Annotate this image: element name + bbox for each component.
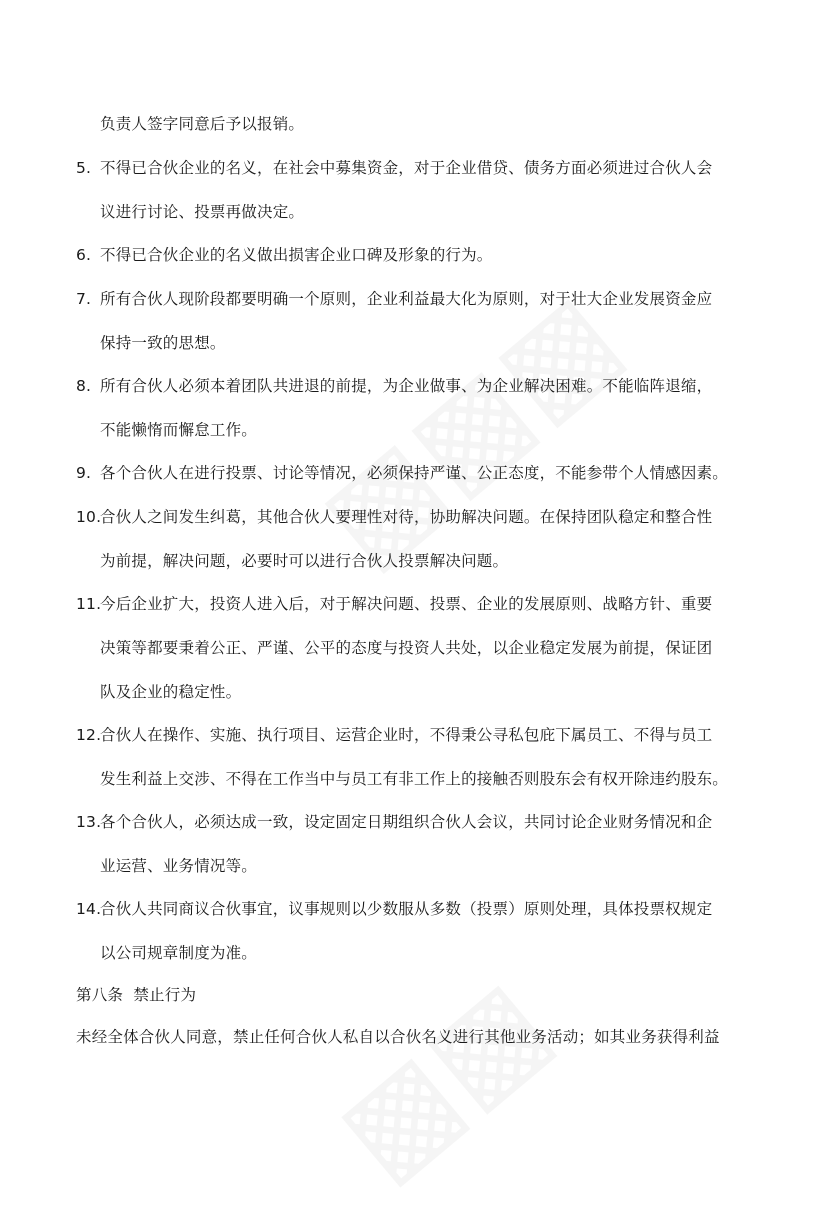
list-item-11-cont: 决策等都要秉着公正、严谨、公平的态度与投资人共处，以企业稳定发展为前提，保证团	[100, 639, 713, 657]
list-item-12	[76, 725, 712, 745]
list-item-11	[76, 594, 712, 614]
item-number: 8.	[76, 377, 92, 395]
item-text: 各个合伙人，必须达成一致，设定固定日期组织合伙人会议，共同讨论企业财务情况和企	[100, 813, 713, 831]
item-number: 13.	[76, 813, 102, 831]
section-heading: 第八条 禁止行为	[76, 986, 197, 1004]
watermark	[295, 267, 645, 592]
item-text: 合伙人之间发生纠葛，其他合伙人要理性对待，协助解决问题。在保持团队稳定和整合性	[100, 508, 713, 526]
item-text: 今后企业扩大，投资人进入后，对于解决问题、投票、企业的发展原则、战略方针、重要	[100, 595, 713, 613]
item-text: 不得已合伙企业的名义做出损害企业口碑及形象的行为。	[100, 246, 493, 264]
list-item-7	[76, 289, 712, 309]
item-number: 9.	[76, 464, 92, 482]
list-item-13	[76, 812, 712, 832]
list-item-11-cont: 队及企业的稳定性。	[100, 683, 242, 701]
item-number: 14.	[76, 900, 102, 918]
item-number: 12.	[76, 726, 102, 744]
list-item-8-cont: 不能懒惰而懈怠工作。	[100, 421, 258, 439]
continuation-line: 负责人签字同意后予以报销。	[100, 115, 305, 133]
item-text: 合伙人在操作、实施、执行项目、运营企业时，不得秉公寻私包庇下属员工、不得与员工	[100, 726, 713, 744]
item-number: 5.	[76, 159, 92, 177]
list-item-8	[76, 376, 712, 396]
item-text: 不得已合伙企业的名义，在社会中募集资金，对于企业借贷、债务方面必须进过合伙人会	[100, 159, 713, 177]
item-number: 6.	[76, 246, 92, 264]
list-item-5	[76, 158, 712, 178]
item-text: 所有合伙人现阶段都要明确一个原则，企业利益最大化为原则，对于壮大企业发展资金应	[100, 290, 713, 308]
item-number: 7.	[76, 290, 92, 308]
list-item-14	[76, 899, 712, 919]
watermark	[312, 953, 575, 1205]
item-text: 合伙人共同商议合伙事宜，议事规则以少数服从多数（投票）原则处理，具体投票权规定	[100, 900, 713, 918]
list-item-10	[76, 507, 712, 527]
list-item-9	[76, 463, 728, 483]
list-item-12-cont: 发生利益上交涉、不得在工作当中与员工有非工作上的接触否则股东会有权开除违约股东。	[100, 770, 729, 788]
list-item-10-cont: 为前提，解决问题，必要时可以进行合伙人投票解决问题。	[100, 552, 509, 570]
item-number: 10.	[76, 508, 102, 526]
item-number: 11.	[76, 595, 102, 613]
list-item-7-cont: 保持一致的思想。	[100, 334, 226, 352]
section-paragraph: 未经全体合伙人同意，禁止任何合伙人私自以合伙名义进行其他业务活动；如其业务获得利益	[76, 1028, 720, 1046]
list-item-13-cont: 业运营、业务情况等。	[100, 857, 258, 875]
list-item-6	[76, 245, 493, 265]
list-item-14-cont: 以公司规章制度为准。	[100, 944, 258, 962]
list-item-5-cont: 议进行讨论、投票再做决定。	[100, 203, 305, 221]
item-text: 所有合伙人必须本着团队共进退的前提，为企业做事、为企业解决困难。不能临阵退缩，	[100, 377, 713, 395]
item-text: 各个合伙人在进行投票、讨论等情况，必须保持严谨、公正态度，不能参带个人情感因素。	[100, 464, 729, 482]
